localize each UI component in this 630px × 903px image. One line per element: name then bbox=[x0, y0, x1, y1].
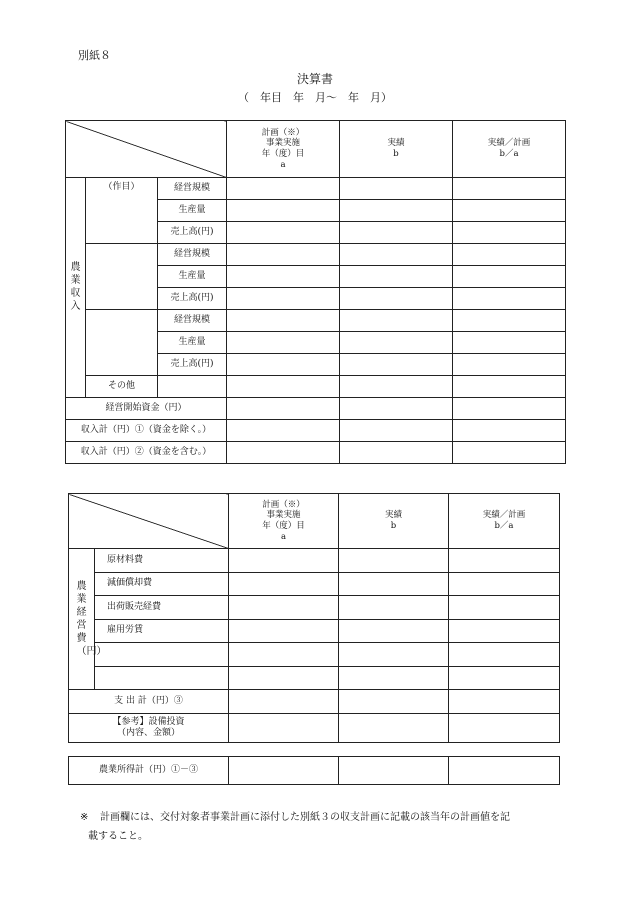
input-cell[interactable] bbox=[229, 714, 339, 743]
input-cell[interactable] bbox=[339, 620, 449, 643]
item-label: 売上高(円) bbox=[158, 288, 227, 310]
input-cell[interactable] bbox=[340, 178, 453, 200]
input-cell[interactable] bbox=[229, 690, 339, 714]
input-cell[interactable] bbox=[227, 354, 340, 376]
agri-income-total-label: 農業所得計（円）①－③ bbox=[69, 757, 229, 785]
item-label: 生産量 bbox=[158, 332, 227, 354]
input-cell[interactable] bbox=[453, 354, 566, 376]
reference-investment-label: 【参考】設備投資 （内容、金額） bbox=[69, 714, 229, 743]
page-title: 決算書 bbox=[296, 72, 333, 86]
input-cell[interactable] bbox=[340, 398, 453, 420]
footnote bbox=[80, 808, 560, 846]
document-label: 別紙８ bbox=[78, 49, 111, 62]
input-cell[interactable] bbox=[340, 354, 453, 376]
input-cell[interactable] bbox=[339, 667, 449, 690]
input-cell[interactable] bbox=[227, 266, 340, 288]
input-cell[interactable] bbox=[340, 376, 453, 398]
period-line: （ 年目 年 月～ 年 月） bbox=[238, 91, 392, 104]
income-total-2-label: 収入計（円）②（資金を含む。） bbox=[66, 442, 227, 464]
input-cell[interactable] bbox=[339, 643, 449, 667]
input-cell[interactable] bbox=[227, 200, 340, 222]
input-cell[interactable] bbox=[453, 332, 566, 354]
input-cell[interactable] bbox=[227, 222, 340, 244]
input-cell[interactable] bbox=[340, 266, 453, 288]
item-label: 生産量 bbox=[158, 266, 227, 288]
input-cell[interactable] bbox=[339, 549, 449, 573]
input-cell[interactable] bbox=[340, 288, 453, 310]
input-cell[interactable] bbox=[449, 573, 560, 596]
agri-expense-group-label: 農業経営費（円） bbox=[69, 549, 95, 690]
crop-name-cell[interactable] bbox=[86, 310, 158, 376]
input-cell[interactable] bbox=[340, 310, 453, 332]
input-cell[interactable] bbox=[340, 442, 453, 464]
item-label: 経営規模 bbox=[158, 244, 227, 266]
input-cell[interactable] bbox=[227, 310, 340, 332]
input-cell[interactable] bbox=[340, 222, 453, 244]
item-label: 減価償却費 bbox=[95, 573, 229, 596]
input-cell[interactable] bbox=[229, 620, 339, 643]
header-diagonal-cell bbox=[66, 121, 227, 178]
input-cell[interactable] bbox=[449, 620, 560, 643]
item-label: 経営規模 bbox=[158, 310, 227, 332]
input-cell[interactable] bbox=[229, 667, 339, 690]
input-cell[interactable] bbox=[453, 200, 566, 222]
input-cell[interactable] bbox=[229, 549, 339, 573]
note-line-2: 載すること。 bbox=[88, 831, 148, 842]
input-cell[interactable] bbox=[227, 332, 340, 354]
other-label: その他 bbox=[86, 376, 158, 398]
ratio-header: 実績／計画 b／a bbox=[449, 494, 560, 549]
input-cell[interactable] bbox=[227, 398, 340, 420]
input-cell[interactable] bbox=[453, 310, 566, 332]
input-cell[interactable] bbox=[227, 442, 340, 464]
actual-header: 実績 b bbox=[340, 121, 453, 178]
input-cell[interactable] bbox=[340, 420, 453, 442]
input-cell[interactable] bbox=[453, 398, 566, 420]
item-label: 生産量 bbox=[158, 200, 227, 222]
input-cell[interactable] bbox=[339, 596, 449, 620]
input-cell[interactable] bbox=[158, 376, 227, 398]
note-line-1: 計画欄には、交付対象者事業計画に添付した別紙３の収支計画に記載の該当年の計画値を記 bbox=[100, 812, 510, 823]
input-cell[interactable] bbox=[227, 420, 340, 442]
input-cell[interactable] bbox=[339, 757, 449, 785]
input-cell[interactable] bbox=[340, 332, 453, 354]
expense-total-label: 支 出 計（円）③ bbox=[69, 690, 229, 714]
blank-item-cell[interactable] bbox=[95, 643, 229, 667]
input-cell[interactable] bbox=[449, 690, 560, 714]
input-cell[interactable] bbox=[229, 596, 339, 620]
header-diagonal-cell bbox=[69, 494, 229, 549]
input-cell[interactable] bbox=[227, 376, 340, 398]
input-cell[interactable] bbox=[229, 573, 339, 596]
input-cell[interactable] bbox=[340, 200, 453, 222]
input-cell[interactable] bbox=[339, 714, 449, 743]
income-table bbox=[65, 120, 566, 464]
item-label: 出荷販売経費 bbox=[95, 596, 229, 620]
plan-header: 計画（※） 事業実施 年（度）目 a bbox=[227, 121, 340, 178]
input-cell[interactable] bbox=[453, 376, 566, 398]
item-label: 雇用労賃 bbox=[95, 620, 229, 643]
plan-header: 計画（※） 事業実施 年（度）目 a bbox=[229, 494, 339, 549]
input-cell[interactable] bbox=[229, 643, 339, 667]
input-cell[interactable] bbox=[453, 266, 566, 288]
actual-header: 実績 b bbox=[339, 494, 449, 549]
input-cell[interactable] bbox=[227, 178, 340, 200]
input-cell[interactable] bbox=[453, 178, 566, 200]
item-label: 原材料費 bbox=[95, 549, 229, 573]
input-cell[interactable] bbox=[453, 244, 566, 266]
input-cell[interactable] bbox=[339, 573, 449, 596]
input-cell[interactable] bbox=[453, 442, 566, 464]
input-cell[interactable] bbox=[449, 714, 560, 743]
input-cell[interactable] bbox=[449, 549, 560, 573]
income-total-1-label: 収入計（円）①（資金を除く。） bbox=[66, 420, 227, 442]
expense-table bbox=[68, 493, 560, 743]
start-funds-label: 経営開始資金（円） bbox=[66, 398, 227, 420]
input-cell[interactable] bbox=[339, 690, 449, 714]
input-cell[interactable] bbox=[227, 244, 340, 266]
input-cell[interactable] bbox=[453, 420, 566, 442]
input-cell[interactable] bbox=[449, 596, 560, 620]
item-label: 売上高(円) bbox=[158, 222, 227, 244]
crop-label: （作目） bbox=[103, 182, 140, 192]
ratio-header: 実績／計画 b／a bbox=[453, 121, 566, 178]
item-label: 売上高(円) bbox=[158, 354, 227, 376]
input-cell[interactable] bbox=[449, 667, 560, 690]
crop-name-cell[interactable] bbox=[86, 244, 158, 310]
blank-item-cell[interactable] bbox=[95, 667, 229, 690]
agri-income-total-table bbox=[68, 756, 560, 785]
input-cell[interactable] bbox=[453, 288, 566, 310]
note-mark: ※ bbox=[80, 812, 89, 823]
input-cell[interactable] bbox=[449, 643, 560, 667]
input-cell[interactable] bbox=[229, 757, 339, 785]
input-cell[interactable] bbox=[449, 757, 560, 785]
crop-name-cell[interactable] bbox=[86, 178, 158, 244]
input-cell[interactable] bbox=[227, 288, 340, 310]
input-cell[interactable] bbox=[340, 244, 453, 266]
agri-income-group-label: 農業収入 bbox=[66, 178, 86, 398]
item-label: 経営規模 bbox=[158, 178, 227, 200]
input-cell[interactable] bbox=[453, 222, 566, 244]
